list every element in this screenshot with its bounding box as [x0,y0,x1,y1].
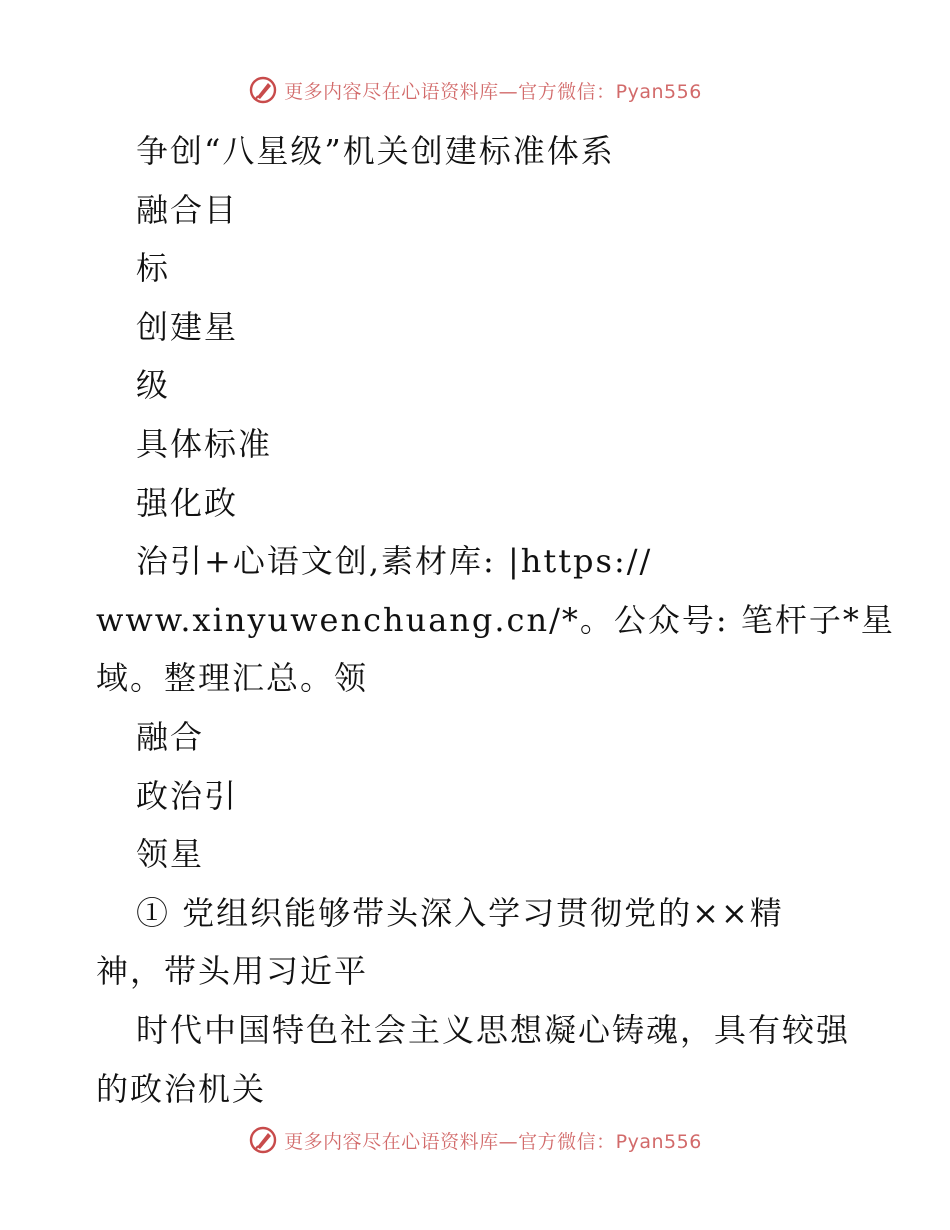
text-line: 具体标准 [136,424,273,463]
text-line: 融合目 [136,190,239,229]
header-watermark [0,70,950,110]
text-line: 强化政 [136,483,239,522]
text-line: 领星 [136,835,205,874]
text-line: 时代中国特色社会主义思想凝心铸魂，具有较强 [136,1010,851,1049]
text-line: 创建星 [136,307,239,346]
watermark-text: 更多内容尽在心语资料库—官方微信：Pyan556 [284,1130,702,1153]
text-line: 争创“八星级”机关创建标准体系 [136,132,615,170]
text-line: www.xinyuwenchuang.cn/*。公众号: 笔杆子*星 [96,600,895,639]
text-line: 融合 [136,717,205,756]
text-line: 神，带头用习近平 [96,952,369,991]
text-line: 标 [136,249,171,288]
text-line: 域。整理汇总。领 [96,659,369,698]
footer-watermark [0,1120,950,1160]
document-body [96,122,895,1118]
text-line: ① 党组织能够带头深入学习贯彻党的××精 [136,893,784,932]
watermark-text: 更多内容尽在心语资料库—官方微信：Pyan556 [284,80,702,103]
text-line: 级 [136,366,171,405]
quill-pen-logo-icon [248,1125,278,1155]
text-line: 治引+心语文创,素材库: |https:// [136,542,653,581]
quill-pen-logo-icon [248,75,278,105]
text-line: 政治引 [136,776,239,815]
text-line: 的政治机关 [96,1069,267,1108]
